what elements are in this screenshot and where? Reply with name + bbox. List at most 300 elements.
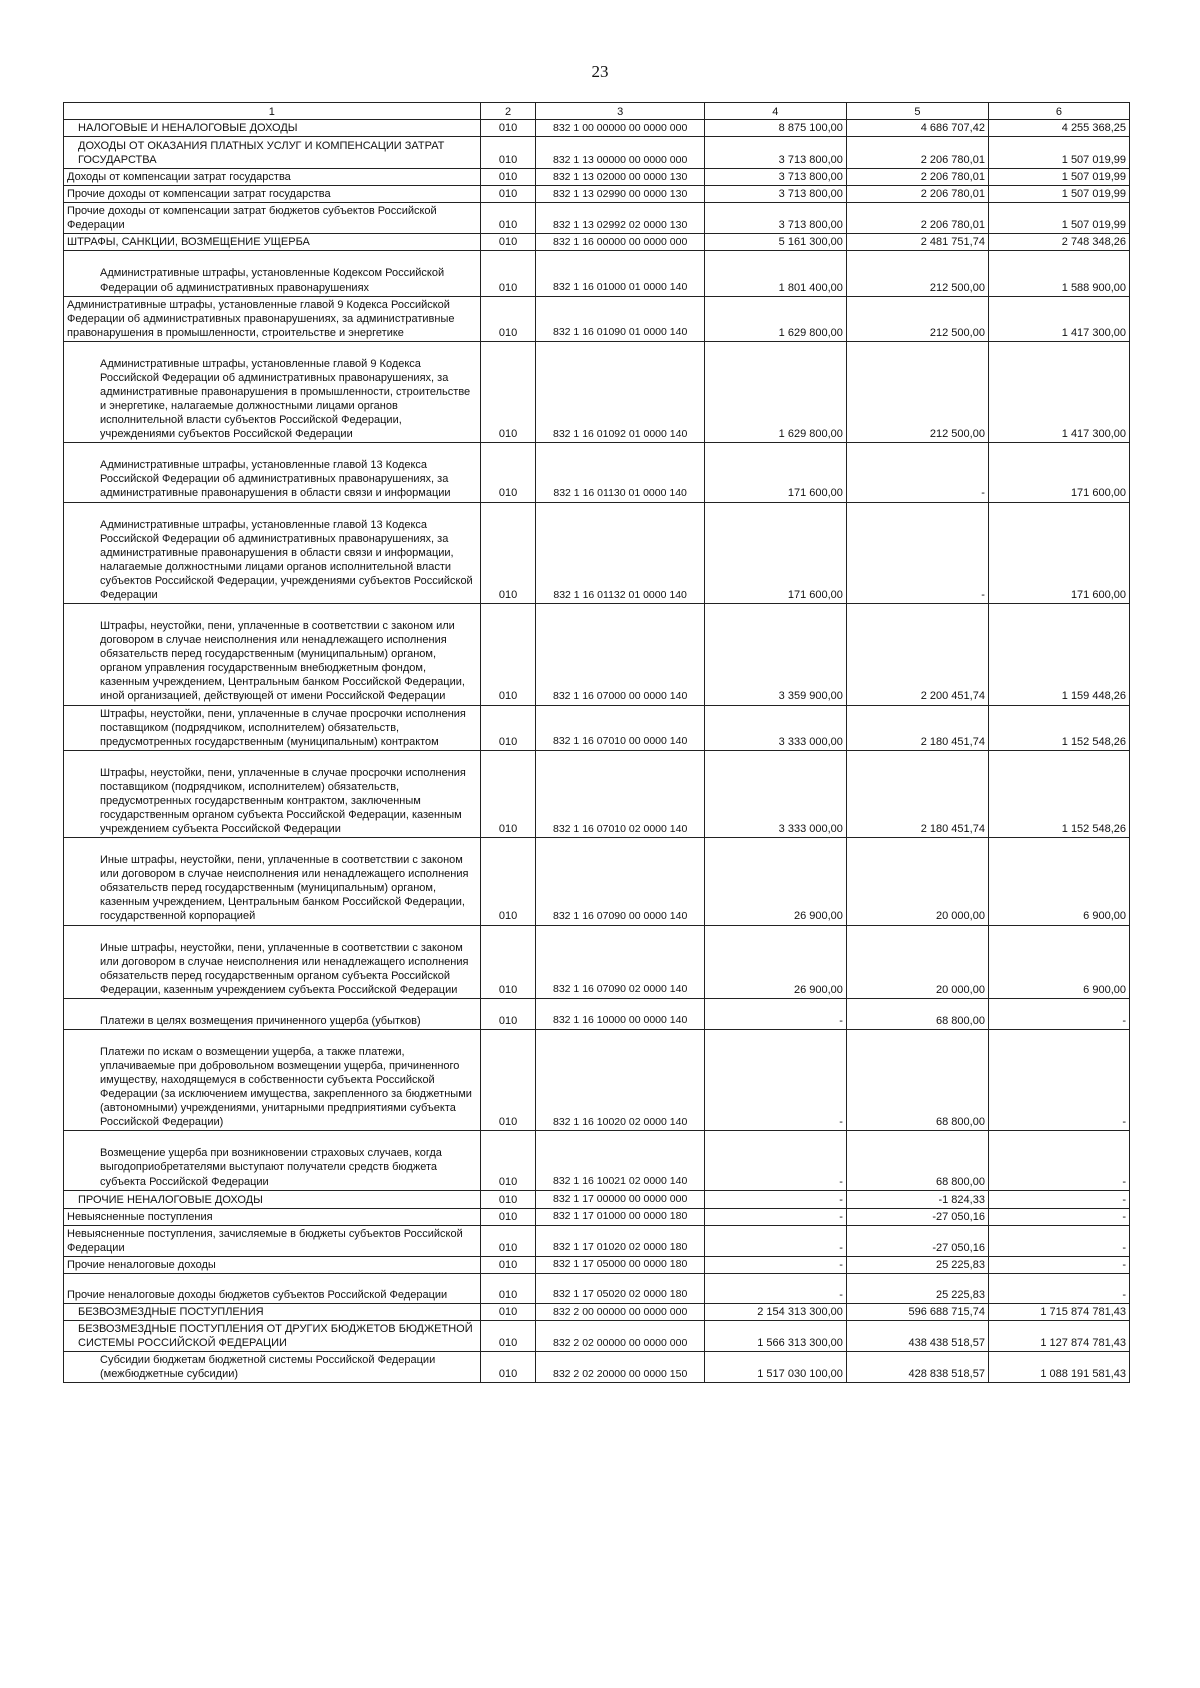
row-approved-text: -: [839, 1258, 843, 1271]
row-kbk-cell: [536, 120, 704, 137]
row-approved-text: -: [839, 1210, 843, 1223]
row-name-text: НАЛОГОВЫЕ И НЕНАЛОГОВЫЕ ДОХОДЫ: [78, 122, 298, 134]
row-executed-text: -27 050,16: [932, 1210, 985, 1223]
row-unexecuted-cell: [988, 604, 1129, 705]
row-approved-cell: [704, 186, 846, 203]
row-kbk-cell: [536, 169, 704, 186]
row-name-text: Прочие неналоговые доходы: [67, 1258, 216, 1271]
table-row: [64, 925, 1130, 998]
row-name-cell: [64, 1256, 481, 1273]
row-code-text: 010: [498, 1305, 518, 1318]
row-executed-cell: [846, 750, 988, 837]
row-name-cell: [64, 1273, 481, 1303]
row-code-cell: [480, 1321, 536, 1352]
row-name-cell: [64, 1208, 481, 1225]
row-kbk-text: 832 1 13 02992 02 0000 130: [553, 218, 688, 231]
row-executed-text: -27 050,16: [932, 1241, 985, 1254]
row-approved-text: 171 600,00: [787, 487, 843, 500]
row-unexecuted-text: 2 748 348,26: [1061, 236, 1126, 249]
row-approved-cell: [704, 1273, 846, 1303]
row-name-cell: [64, 137, 481, 169]
row-name-cell: [64, 234, 481, 251]
row-code-text: 010: [498, 219, 518, 232]
table-row: [64, 750, 1130, 837]
row-code-cell: [480, 341, 536, 442]
row-unexecuted-text: 1 507 019,99: [1061, 219, 1126, 232]
table-row: [64, 705, 1130, 750]
row-approved-cell: [704, 1256, 846, 1273]
table-row: [64, 604, 1130, 705]
row-code-text: 010: [498, 588, 518, 601]
row-kbk-text: 832 1 16 01000 01 0000 140: [553, 281, 688, 294]
row-kbk-text: 832 1 16 07090 02 0000 140: [553, 983, 688, 996]
row-unexecuted-cell: [988, 502, 1129, 603]
row-name-text: Штрафы, неустойки, пени, уплаченные в случае просрочки исполнения поставщиком (подрядчиком, исполнителем) обязательств, предусмотренных государственным контрактом, заключенным государственным органом субъекта Российской Федерации, казенным учреждением субъекта Российской Федерации: [100, 766, 466, 836]
row-name-cell: [64, 186, 481, 203]
row-unexecuted-text: 6 900,00: [1083, 910, 1126, 923]
row-kbk-cell: [536, 1225, 704, 1256]
row-kbk-text: 832 1 16 10020 02 0000 140: [553, 1115, 688, 1128]
row-code-cell: [480, 925, 536, 998]
row-approved-cell: [704, 1029, 846, 1130]
row-unexecuted-text: -: [1122, 1288, 1126, 1301]
row-name-text: Возмещение ущерба при возникновении страховых случаев, когда выгодоприобретателями выступают получатели средств бюджета субъекта Российской Федерации: [100, 1147, 442, 1188]
row-approved-cell: [704, 120, 846, 137]
row-approved-text: 3 713 800,00: [778, 219, 843, 232]
row-code-cell: [480, 169, 536, 186]
row-kbk-text: 832 1 16 01130 01 0000 140: [553, 487, 687, 500]
row-name-text: БЕЗВОЗМЕЗДНЫЕ ПОСТУПЛЕНИЯ: [78, 1305, 264, 1318]
row-approved-cell: [704, 925, 846, 998]
row-code-cell: [480, 1029, 536, 1130]
row-approved-cell: [704, 1225, 846, 1256]
row-executed-cell: [846, 203, 988, 234]
row-kbk-cell: [536, 1303, 704, 1320]
row-unexecuted-cell: [988, 137, 1129, 169]
table-row: [64, 341, 1130, 442]
row-executed-text: 2 180 451,74: [920, 735, 985, 748]
row-approved-cell: [704, 1303, 846, 1320]
row-unexecuted-cell: [988, 1273, 1129, 1303]
row-name-text: Прочие неналоговые доходы бюджетов субъектов Российской Федерации: [67, 1288, 448, 1301]
row-unexecuted-text: 1 588 900,00: [1061, 281, 1126, 294]
row-name-text: Иные штрафы, неустойки, пени, уплаченные в соответствии с законом или договором в случае неисполнения или ненадлежащего исполнения обязательств перед государственным (муниципальным) органом, казенным учреждением, Центральным банком Российской Федерации, государственной корпорацией: [100, 854, 469, 923]
row-approved-text: 1 801 400,00: [778, 281, 843, 294]
row-name-text: Прочие доходы от компенсации затрат государства: [67, 188, 331, 201]
row-approved-text: 1 517 030 100,00: [757, 1368, 843, 1381]
row-approved-text: 3 713 800,00: [778, 188, 843, 201]
row-kbk-cell: [536, 1321, 704, 1352]
row-name-cell: [64, 838, 481, 925]
row-kbk-text: 832 2 00 00000 00 0000 000: [553, 1305, 688, 1318]
table-row: [64, 1131, 1130, 1190]
row-kbk-cell: [536, 604, 704, 705]
row-name-cell: [64, 1029, 481, 1130]
row-code-cell: [480, 1256, 536, 1273]
row-name-cell: [64, 502, 481, 603]
row-unexecuted-text: -: [1122, 1116, 1126, 1129]
row-kbk-text: 832 1 16 10000 00 0000 140: [553, 1014, 688, 1027]
row-name-cell: [64, 604, 481, 705]
row-executed-cell: [846, 838, 988, 925]
row-kbk-text: 832 1 16 01090 01 0000 140: [553, 326, 688, 339]
row-executed-cell: [846, 120, 988, 137]
row-code-cell: [480, 1303, 536, 1320]
row-approved-text: 3 359 900,00: [778, 690, 843, 703]
row-approved-text: -: [839, 1193, 843, 1206]
row-unexecuted-text: -: [1122, 1193, 1126, 1206]
row-kbk-text: 832 1 00 00000 00 0000 000: [553, 121, 688, 134]
row-name-text: Административные штрафы, установленные главой 9 Кодекса Российской Федерации об административных правонарушениях, за административные правонарушения в промышленности, строительстве и энергетике: [67, 298, 455, 339]
row-unexecuted-text: 171 600,00: [1070, 588, 1126, 601]
row-approved-text: 5 161 300,00: [778, 236, 843, 249]
row-approved-cell: [704, 1208, 846, 1225]
row-approved-text: 3 333 000,00: [778, 823, 843, 836]
row-executed-text: 2 200 451,74: [920, 690, 985, 703]
row-unexecuted-cell: [988, 1352, 1129, 1383]
row-code-cell: [480, 998, 536, 1029]
row-kbk-cell: [536, 203, 704, 234]
row-approved-text: 2 154 313 300,00: [757, 1305, 843, 1318]
row-name-text: Штрафы, неустойки, пени, уплаченные в случае просрочки исполнения поставщиком (подрядчиком, исполнителем) обязательств, предусмотренных государственным (муниципальным) контрактом: [100, 707, 466, 748]
row-executed-text: -: [981, 588, 985, 601]
row-approved-cell: [704, 169, 846, 186]
row-name-text: Административные штрафы, установленные главой 13 Кодекса Российской Федерации об административных правонарушениях, за административные правонарушения в области связи и информации, налагаемые должностными лицами органов исполнительной власти субъектов Российской Федерации, учреждениями субъектов Российской Федерации: [100, 518, 473, 601]
row-unexecuted-cell: [988, 1029, 1129, 1130]
row-approved-text: 1 629 800,00: [778, 326, 843, 339]
row-code-cell: [480, 604, 536, 705]
row-executed-text: 212 500,00: [929, 428, 985, 441]
row-kbk-cell: [536, 234, 704, 251]
row-name-text: Доходы от компенсации затрат государства: [67, 171, 291, 184]
row-approved-text: 3 333 000,00: [778, 735, 843, 748]
row-approved-text: 26 900,00: [793, 983, 843, 996]
row-executed-cell: [846, 1256, 988, 1273]
row-unexecuted-text: 4 255 368,25: [1061, 122, 1126, 134]
row-name-text: ШТРАФЫ, САНКЦИИ, ВОЗМЕЩЕНИЕ УЩЕРБА: [67, 236, 310, 249]
row-executed-cell: [846, 502, 988, 603]
row-code-cell: [480, 251, 536, 296]
row-code-text: 010: [498, 236, 518, 249]
row-executed-text: 596 688 715,74: [908, 1305, 985, 1318]
row-code-text: 010: [498, 823, 518, 836]
row-executed-cell: [846, 1225, 988, 1256]
row-unexecuted-text: 171 600,00: [1070, 487, 1126, 500]
row-executed-text: 2 481 751,74: [920, 236, 985, 249]
row-code-text: 010: [498, 487, 518, 500]
row-executed-cell: [846, 604, 988, 705]
revenue-table: [63, 102, 1130, 1383]
row-name-text: Штрафы, неустойки, пени, уплаченные в соответствии с законом или договором в случае неисполнения или ненадлежащего исполнения обязательств перед государственным (муниципальным) органом, органом управления государственным внебюджетным фондом, казенным учреждением, Центральным банком Российской Федерации, иной организацией, действующей от имени Российской Федерации: [100, 620, 465, 703]
row-executed-cell: [846, 1273, 988, 1303]
row-code-cell: [480, 203, 536, 234]
row-code-cell: [480, 1352, 536, 1383]
row-executed-cell: [846, 234, 988, 251]
row-code-text: 010: [498, 1193, 518, 1206]
row-code-cell: [480, 1225, 536, 1256]
row-code-cell: [480, 443, 536, 502]
table-row: [64, 296, 1130, 341]
row-unexecuted-cell: [988, 838, 1129, 925]
table-row: [64, 120, 1130, 137]
row-code-text: 010: [498, 1288, 518, 1301]
row-unexecuted-text: 1 507 019,99: [1061, 188, 1126, 201]
row-approved-cell: [704, 838, 846, 925]
row-name-text: Невыясненные поступления, зачисляемые в бюджеты субъектов Российской Федерации: [67, 1227, 463, 1254]
row-approved-cell: [704, 296, 846, 341]
row-kbk-cell: [536, 1352, 704, 1383]
row-executed-cell: [846, 1208, 988, 1225]
row-executed-text: 68 800,00: [936, 1175, 985, 1188]
row-approved-cell: [704, 234, 846, 251]
row-executed-text: 2 206 780,01: [920, 188, 985, 201]
row-kbk-text: 832 1 16 07090 00 0000 140: [553, 910, 688, 923]
column-header: 1: [64, 103, 481, 120]
row-name-cell: [64, 251, 481, 296]
row-kbk-text: 832 1 17 05020 02 0000 180: [553, 1288, 688, 1301]
row-name-cell: [64, 750, 481, 837]
row-unexecuted-text: 1 715 874 781,43: [1040, 1305, 1126, 1318]
row-kbk-cell: [536, 1256, 704, 1273]
table-row: [64, 1352, 1130, 1383]
row-approved-text: 3 713 800,00: [778, 154, 843, 166]
row-approved-text: -: [839, 1175, 843, 1188]
table-row: [64, 1225, 1130, 1256]
row-kbk-text: 832 1 16 07000 00 0000 140: [553, 690, 688, 703]
row-approved-cell: [704, 443, 846, 502]
row-name-cell: [64, 203, 481, 234]
row-kbk-cell: [536, 1190, 704, 1208]
row-kbk-cell: [536, 502, 704, 603]
row-name-text: Административные штрафы, установленные Кодексом Российской Федерации об административных правонарушениях: [100, 267, 445, 294]
row-code-text: 010: [498, 154, 518, 166]
row-kbk-text: 832 1 16 01132 01 0000 140: [553, 588, 687, 601]
row-name-cell: [64, 998, 481, 1029]
table-row: [64, 443, 1130, 502]
row-unexecuted-cell: [988, 203, 1129, 234]
row-code-cell: [480, 1208, 536, 1225]
column-header: 5: [846, 103, 988, 120]
row-executed-cell: [846, 137, 988, 169]
row-kbk-text: 832 1 17 01000 00 0000 180: [553, 1210, 688, 1223]
row-kbk-text: 832 2 02 00000 00 0000 000: [553, 1336, 688, 1349]
row-kbk-cell: [536, 1208, 704, 1225]
row-code-text: 010: [498, 1014, 518, 1027]
row-code-text: 010: [498, 326, 518, 339]
row-executed-text: 2 206 780,01: [920, 219, 985, 232]
row-name-text: Иные штрафы, неустойки, пени, уплаченные в соответствии с законом или договором в случае неисполнения или ненадлежащего исполнения обязательств перед государственным органом субъекта Российской Федерации, казенным учреждением субъекта Российской Федерации: [100, 941, 469, 996]
row-executed-cell: [846, 341, 988, 442]
row-name-text: ДОХОДЫ ОТ ОКАЗАНИЯ ПЛАТНЫХ УСЛУГ И КОМПЕНСАЦИИ ЗАТРАТ ГОСУДАРСТВА: [78, 139, 445, 166]
row-code-cell: [480, 1273, 536, 1303]
row-executed-cell: [846, 1321, 988, 1352]
column-number-row: [64, 103, 1130, 120]
row-code-cell: [480, 750, 536, 837]
row-name-cell: [64, 169, 481, 186]
row-executed-text: 25 225,83: [936, 1258, 985, 1271]
row-code-cell: [480, 502, 536, 603]
row-unexecuted-text: 1 127 874 781,43: [1040, 1337, 1126, 1350]
row-approved-cell: [704, 502, 846, 603]
row-executed-cell: [846, 443, 988, 502]
row-kbk-cell: [536, 838, 704, 925]
row-kbk-text: 832 1 16 10021 02 0000 140: [553, 1175, 688, 1188]
row-executed-text: 68 800,00: [936, 1014, 985, 1027]
row-kbk-text: 832 1 13 02990 00 0000 130: [553, 187, 688, 200]
row-approved-text: -: [839, 1288, 843, 1301]
row-unexecuted-text: -: [1122, 1210, 1126, 1223]
table-row: [64, 186, 1130, 203]
column-header: 3: [536, 103, 704, 120]
row-executed-text: 438 438 518,57: [908, 1337, 985, 1350]
row-unexecuted-text: 1 159 448,26: [1061, 690, 1126, 703]
row-name-text: Субсидии бюджетам бюджетной системы Российской Федерации (межбюджетные субсидии): [100, 1354, 436, 1381]
row-name-cell: [64, 705, 481, 750]
row-name-cell: [64, 443, 481, 502]
row-executed-cell: [846, 925, 988, 998]
row-unexecuted-text: 1 507 019,99: [1061, 171, 1126, 184]
row-executed-text: 212 500,00: [929, 326, 985, 339]
row-name-text: Административные штрафы, установленные главой 9 Кодекса Российской Федерации об административных правонарушениях, за административные правонарушения в промышленности, строительстве и энергетике, налагаемые должностными лицами органов исполнительной власти субъектов Российской Федерации, учреждениями субъектов Российской Федерации: [100, 357, 471, 441]
table-row: [64, 203, 1130, 234]
row-approved-text: -: [839, 1014, 843, 1027]
row-approved-cell: [704, 705, 846, 750]
row-name-text: Невыясненные поступления: [67, 1210, 213, 1223]
row-executed-text: 68 800,00: [936, 1116, 985, 1129]
row-approved-cell: [704, 341, 846, 442]
row-executed-text: 20 000,00: [936, 983, 985, 996]
row-code-text: 010: [498, 1258, 518, 1271]
row-approved-cell: [704, 750, 846, 837]
table-row: [64, 137, 1130, 169]
page-number: 23: [591, 62, 609, 81]
row-approved-cell: [704, 1131, 846, 1190]
row-code-text: 010: [498, 1241, 518, 1254]
row-executed-text: 20 000,00: [936, 910, 985, 923]
row-code-cell: [480, 1190, 536, 1208]
row-unexecuted-text: 1 417 300,00: [1061, 326, 1126, 339]
row-code-cell: [480, 234, 536, 251]
row-unexecuted-cell: [988, 1208, 1129, 1225]
row-kbk-text: 832 2 02 20000 00 0000 150: [553, 1367, 688, 1380]
row-code-text: 010: [498, 122, 518, 134]
row-unexecuted-text: 6 900,00: [1083, 983, 1126, 996]
row-approved-text: 1 566 313 300,00: [757, 1337, 843, 1350]
row-approved-cell: [704, 998, 846, 1029]
row-code-text: 010: [498, 1337, 518, 1350]
row-approved-text: -: [839, 1116, 843, 1129]
row-approved-cell: [704, 203, 846, 234]
row-unexecuted-text: -: [1122, 1175, 1126, 1188]
row-executed-text: 2 206 780,01: [920, 171, 985, 184]
row-executed-text: 428 838 518,57: [908, 1368, 985, 1381]
row-kbk-cell: [536, 1131, 704, 1190]
row-code-cell: [480, 137, 536, 169]
row-unexecuted-cell: [988, 234, 1129, 251]
row-unexecuted-cell: [988, 1131, 1129, 1190]
row-kbk-cell: [536, 251, 704, 296]
row-kbk-text: 832 1 16 07010 02 0000 140: [553, 822, 688, 835]
column-header: 2: [480, 103, 536, 120]
row-unexecuted-cell: [988, 186, 1129, 203]
row-executed-text: -: [981, 487, 985, 500]
row-unexecuted-cell: [988, 120, 1129, 137]
row-executed-cell: [846, 1303, 988, 1320]
row-executed-cell: [846, 296, 988, 341]
row-executed-cell: [846, 998, 988, 1029]
row-kbk-text: 832 1 16 01092 01 0000 140: [553, 427, 688, 440]
row-executed-text: -1 824,33: [938, 1193, 985, 1206]
row-unexecuted-cell: [988, 1190, 1129, 1208]
row-name-text: ПРОЧИЕ НЕНАЛОГОВЫЕ ДОХОДЫ: [78, 1193, 263, 1206]
row-approved-cell: [704, 251, 846, 296]
row-unexecuted-cell: [988, 925, 1129, 998]
table-row: [64, 251, 1130, 296]
row-name-cell: [64, 1190, 481, 1208]
row-approved-cell: [704, 604, 846, 705]
row-name-text: Платежи по искам о возмещении ущерба, а также платежи, уплачиваемые при добровольном возмещении ущерба, причиненного имуществу, находящемуся в собственности субъекта Российской Федерации (за исключением имущества, закрепленного за бюджетными (автономными) учреждениями, унитарными предприятиями субъекта Российской Федерации): [100, 1045, 472, 1129]
row-executed-text: 4 686 707,42: [920, 122, 985, 134]
row-kbk-cell: [536, 137, 704, 169]
row-kbk-cell: [536, 296, 704, 341]
row-kbk-cell: [536, 341, 704, 442]
row-code-text: 010: [498, 735, 518, 748]
row-name-cell: [64, 1352, 481, 1383]
row-executed-cell: [846, 186, 988, 203]
row-code-cell: [480, 186, 536, 203]
table-row: [64, 234, 1130, 251]
row-unexecuted-cell: [988, 296, 1129, 341]
row-code-cell: [480, 838, 536, 925]
row-name-text: Платежи в целях возмещения причиненного ущерба (убытков): [100, 1014, 421, 1027]
row-kbk-text: 832 1 17 01020 02 0000 180: [553, 1241, 688, 1254]
row-code-text: 010: [498, 1210, 518, 1223]
row-code-text: 010: [498, 428, 518, 441]
row-name-cell: [64, 1131, 481, 1190]
row-code-text: 010: [498, 1175, 518, 1188]
row-unexecuted-cell: [988, 998, 1129, 1029]
row-name-cell: [64, 341, 481, 442]
row-unexecuted-cell: [988, 443, 1129, 502]
row-name-text: БЕЗВОЗМЕЗДНЫЕ ПОСТУПЛЕНИЯ ОТ ДРУГИХ БЮДЖЕТОВ БЮДЖЕТНОЙ СИСТЕМЫ РОССИЙСКОЙ ФЕДЕРАЦИИ: [78, 1323, 473, 1350]
row-code-cell: [480, 705, 536, 750]
column-header: 6: [988, 103, 1129, 120]
row-name-text: Административные штрафы, установленные главой 13 Кодекса Российской Федерации об административных правонарушениях, за административные правонарушения в области связи и информации: [100, 459, 451, 500]
row-code-cell: [480, 1131, 536, 1190]
row-code-text: 010: [498, 188, 518, 201]
row-approved-text: 3 713 800,00: [778, 171, 843, 184]
row-name-cell: [64, 925, 481, 998]
row-unexecuted-text: 1 152 548,26: [1061, 735, 1126, 748]
table-row: [64, 502, 1130, 603]
row-executed-cell: [846, 251, 988, 296]
row-kbk-cell: [536, 998, 704, 1029]
row-approved-text: 1 629 800,00: [778, 428, 843, 441]
row-kbk-text: 832 1 17 00000 00 0000 000: [553, 1193, 688, 1206]
row-unexecuted-text: -: [1122, 1258, 1126, 1271]
row-code-text: 010: [498, 171, 518, 184]
table-row: [64, 1190, 1130, 1208]
row-unexecuted-text: 1 088 191 581,43: [1040, 1368, 1126, 1381]
row-approved-cell: [704, 1321, 846, 1352]
table-row: [64, 1256, 1130, 1273]
row-unexecuted-cell: [988, 1225, 1129, 1256]
row-executed-cell: [846, 1190, 988, 1208]
row-kbk-cell: [536, 186, 704, 203]
row-unexecuted-cell: [988, 169, 1129, 186]
row-name-cell: [64, 1321, 481, 1352]
table-row: [64, 998, 1130, 1029]
